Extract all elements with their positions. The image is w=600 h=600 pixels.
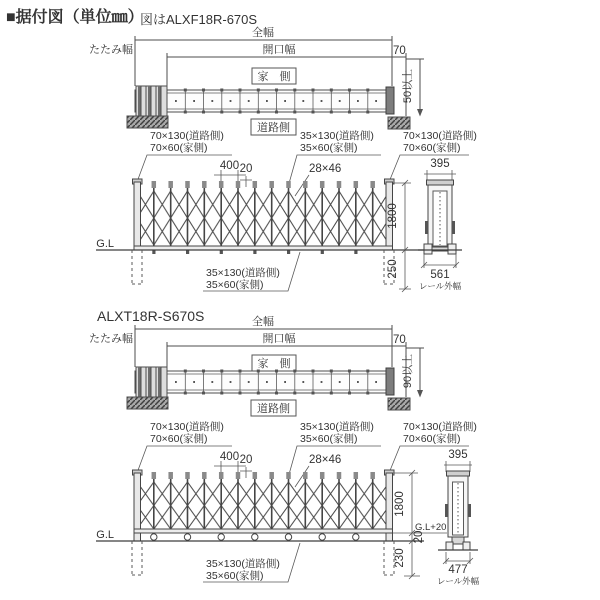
plan2-clearance-dim: 90以上 <box>402 353 414 389</box>
elev1-bottom-label-house: 35×60(家側) <box>206 279 264 291</box>
elev1-pitch-dim: 400 <box>219 160 240 172</box>
post2-right-wheel <box>463 542 470 550</box>
elev2-ground-gap-dim: 20 <box>413 530 425 544</box>
plan2-house-side-label: 家 側 <box>257 358 291 370</box>
caster-wheel <box>285 534 291 540</box>
elev2-lattice <box>141 482 387 529</box>
plan1-end-post <box>386 87 394 114</box>
elev2-bottom-label-road: 35×130(道路側) <box>206 558 280 570</box>
plan2-clearance-arrow <box>417 390 423 398</box>
caster-wheel <box>184 534 190 540</box>
elev1-post-label-leader <box>137 155 232 182</box>
post1-rail-width-dim-lines <box>421 254 459 268</box>
section-1 <box>89 25 477 292</box>
post1-cap <box>427 180 454 185</box>
post2-rail-width-dim: 477 <box>448 564 468 576</box>
post1-rail-width-dim: 561 <box>430 269 450 281</box>
plan1-clearance-dim: 50以上 <box>402 68 414 104</box>
elev1-lattice <box>141 191 387 245</box>
plan-view-1 <box>89 25 424 135</box>
elev1-post-label-road: 70×130(道路側) <box>150 130 224 142</box>
plan2-end-post <box>386 368 394 395</box>
elev2-post-label-house: 70×60(家側) <box>150 433 208 445</box>
plan1-post-width-dim: 70 <box>393 45 406 57</box>
plan2-road-side-label: 道路側 <box>257 403 290 415</box>
caster-wheel <box>252 534 258 540</box>
post2-rail-width-dim-lines <box>443 552 473 564</box>
caster-wheel <box>353 534 359 540</box>
elev2-bottom-rail <box>134 529 393 533</box>
elev2-caster-wheels <box>151 534 359 540</box>
plan2-fold-width-label: たたみ幅 <box>89 333 133 345</box>
elev1-stile-label-road: 35×130(道路側) <box>300 130 374 142</box>
section-2 <box>89 308 480 586</box>
elev2-bar-section-dim: 28×46 <box>309 454 342 466</box>
elev1-stile-caps <box>154 181 373 188</box>
caster-wheel <box>218 534 224 540</box>
elev1-bottom-label-road: 35×130(道路側) <box>206 267 280 279</box>
elev1-height-dim: 1800 <box>387 203 399 229</box>
post2-rail-width-label: レール外幅 <box>436 576 480 586</box>
post2-cap <box>447 471 470 476</box>
elev2-endpost-label-house: 70×60(家側) <box>403 433 461 445</box>
elev1-gap-dim-mark <box>240 176 252 187</box>
plan2-overall-width-label: 全幅 <box>252 316 274 328</box>
plan1-right-wall <box>388 117 410 129</box>
elev2-bottom-label-house: 35×60(家側) <box>206 570 264 582</box>
elev1-ground-label: G.L <box>96 238 114 250</box>
elev2-pitch-dim: 400 <box>219 451 240 463</box>
elev2-post-label-leader <box>137 446 232 473</box>
plan2-left-wall <box>127 397 168 409</box>
plan2-post-width-dim: 70 <box>393 334 406 346</box>
elev2-gap-dim-mark <box>240 467 252 478</box>
elevation-view-1 <box>96 129 477 292</box>
elev1-endpost-label-leader <box>389 155 469 182</box>
post-section-view-1 <box>418 180 462 291</box>
page-subtitle: 図はALXF18R-670S <box>140 12 258 27</box>
caster-wheel <box>319 534 325 540</box>
elev1-endpost-label-road: 70×130(道路側) <box>403 130 477 142</box>
elev1-post-depth-dim: 395 <box>430 158 450 170</box>
plan2-opening-width-label: 開口幅 <box>262 333 296 345</box>
elev1-bar-section-dim: 28×46 <box>309 163 342 175</box>
page-title: ■据付図（単位㎜） <box>6 9 144 26</box>
elev2-stile-caps <box>154 472 373 479</box>
plan1-house-side-label: 家 側 <box>257 71 291 83</box>
elev2-stile-label-house: 35×60(家側) <box>300 433 358 445</box>
post1-inner-panel <box>433 191 447 246</box>
caster-wheel <box>151 534 157 540</box>
elev1-embed-dim: 250 <box>387 259 399 279</box>
elev1-post-label-house: 70×60(家側) <box>150 142 208 154</box>
plan-view-2 <box>89 314 424 416</box>
elevation-view-2 <box>96 420 480 586</box>
plan2-right-wall <box>388 398 410 410</box>
elev2-height-dim: 1800 <box>394 491 406 517</box>
plan1-clearance-arrow <box>417 109 423 117</box>
elev2-post-depth-dim-lines <box>444 461 472 472</box>
elev1-left-post <box>134 182 141 250</box>
post1-right-wheel <box>448 244 456 254</box>
elev2-ground-plus-label: G.L+20 <box>415 522 447 533</box>
elev2-stile-label-road: 35×130(道路側) <box>300 421 374 433</box>
post2-pedestal <box>452 537 464 544</box>
plan1-left-wall <box>127 116 168 128</box>
elev1-stile-label-house: 35×60(家側) <box>300 142 358 154</box>
header <box>6 7 257 27</box>
post2-left-wheel <box>446 542 453 550</box>
plan1-overall-width-label: 全幅 <box>252 27 274 39</box>
elev2-endpost-label-road: 70×130(道路側) <box>403 421 477 433</box>
elev2-post-label-road: 70×130(道路側) <box>150 421 224 433</box>
elev2-gap-dim: 20 <box>239 454 253 466</box>
plan1-road-side-label: 道路側 <box>257 122 290 134</box>
elev2-ground-label: G.L <box>96 529 114 541</box>
post1-rail-width-label: レール外幅 <box>418 281 462 291</box>
elev1-gap-dim: 20 <box>239 163 253 175</box>
elev1-endpost-label-house: 70×60(家側) <box>403 142 461 154</box>
plan1-fold-width-label: たたみ幅 <box>89 44 133 56</box>
elev2-post-depth-dim: 395 <box>448 449 468 461</box>
elev2-embed-dim: 230 <box>394 548 406 568</box>
plan1-opening-width-label: 開口幅 <box>262 44 296 56</box>
post1-left-wheel <box>424 244 432 254</box>
section2-model-title: ALXT18R-S670S <box>97 308 205 324</box>
